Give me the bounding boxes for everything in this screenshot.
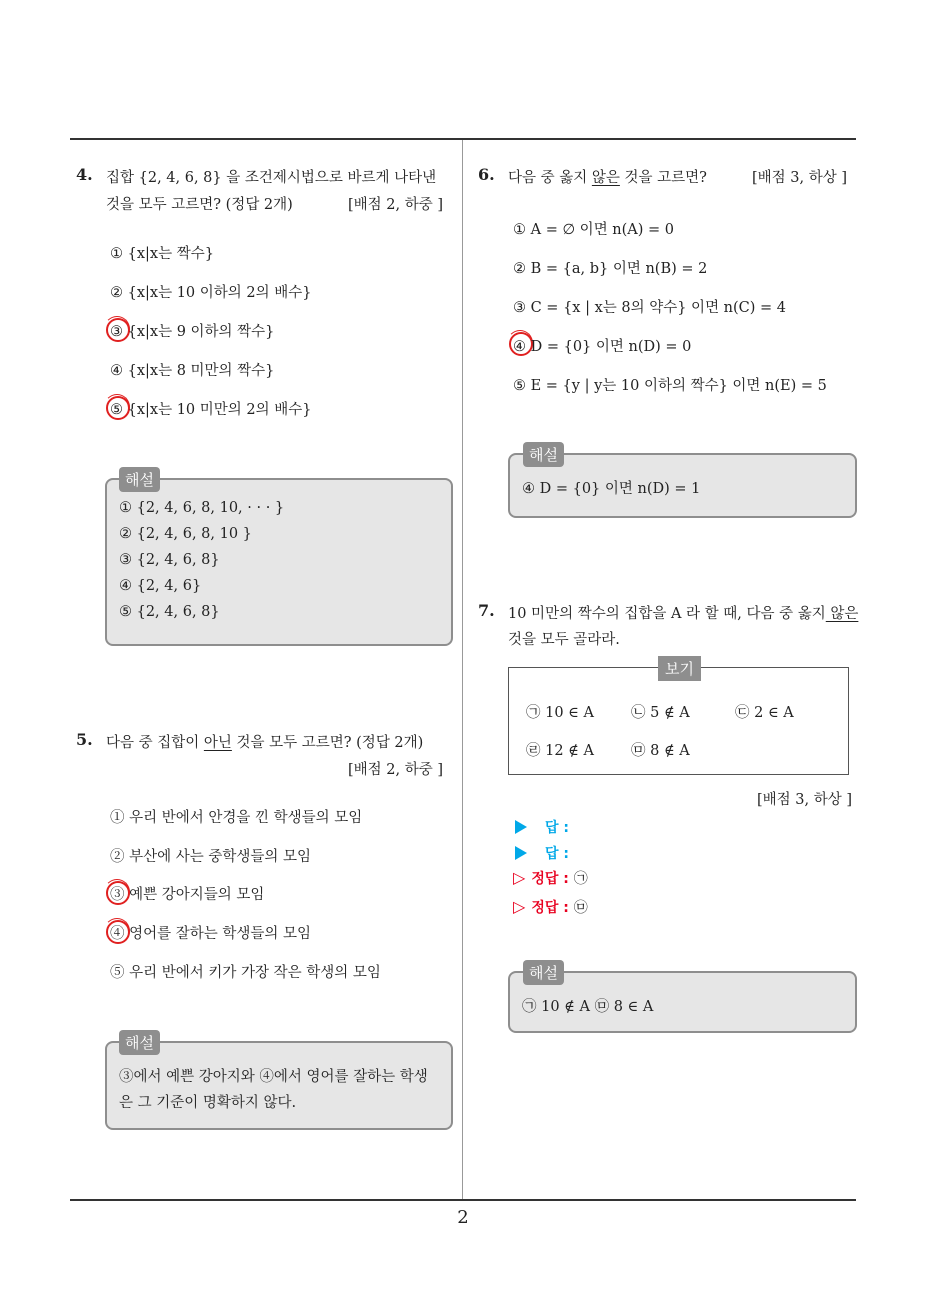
bogi-item: ㉣ 12 ∉ A [526, 743, 594, 759]
choice-4[interactable]: ④ 영어를 잘하는 학생들의 모임 [110, 926, 312, 942]
choice-2[interactable]: ② 부산에 사는 중학생들의 모임 [110, 849, 312, 865]
solution-tag: 해설 [523, 442, 564, 467]
bogi-item: ㉢ 2 ∈ A [735, 705, 794, 721]
solution-line: ⑤ {2, 4, 6, 8} [119, 604, 220, 620]
score-label: [배점 3, 하상 ] [752, 170, 848, 186]
question-number: 6. [478, 165, 495, 184]
answer-label: 답 : [545, 820, 569, 836]
solution-tag: 해설 [119, 467, 160, 492]
page-number: 2 [457, 1207, 469, 1228]
score-label: [배점 2, 하중 ] [348, 762, 444, 778]
answer-label: 답 : [545, 846, 569, 862]
correct-answer-line-2 [513, 897, 588, 917]
question-text-line1: 집합 {2, 4, 6, 8} 을 조건제시법으로 바르게 나타낸 [106, 170, 437, 186]
choice-4[interactable]: ④ D = {0} 이면 n(D) = 0 [513, 339, 692, 355]
bogi-item: ㉡ 5 ∉ A [631, 705, 690, 721]
solution-line: ㉠ 10 ∉ A ㉤ 8 ∈ A [522, 999, 654, 1015]
choice-4[interactable]: ④ {x|x는 8 미만의 짝수} [110, 363, 275, 379]
correct-answer-line-1 [513, 868, 588, 888]
question-text-before: 다음 중 집합이 [106, 735, 204, 751]
bottom-rule [70, 1199, 856, 1201]
solution-line: 은 그 기준이 명확하지 않다. [119, 1095, 297, 1111]
question-text-line2: 것을 모두 골라라. [508, 632, 620, 648]
question-number: 5. [76, 730, 93, 749]
solution-line: ③에서 예쁜 강아지와 ④에서 영어를 잘하는 학생 [119, 1069, 428, 1085]
choice-3[interactable]: ③ {x|x는 9 이하의 짝수} [110, 324, 275, 340]
solution-line: ④ D = {0} 이면 n(D) = 1 [522, 481, 701, 497]
question-text-line1 [508, 602, 858, 623]
score-label: [배점 3, 하상 ] [757, 792, 853, 808]
solution-line: ② {2, 4, 6, 8, 10 } [119, 526, 252, 542]
question-text-line1 [508, 166, 707, 187]
question-number: 4. [76, 165, 93, 184]
choice-2[interactable]: ② B = {a, b} 이면 n(B) = 2 [513, 261, 708, 277]
underlined-word: 않은 [591, 170, 620, 186]
correct-label: 정답 : [531, 871, 569, 887]
solution-line: ① {2, 4, 6, 8, 10, · · · } [119, 500, 285, 516]
question-text-after: 것을 고르면? [619, 170, 707, 186]
choice-5[interactable]: ⑤ {x|x는 10 미만의 2의 배수} [110, 402, 312, 418]
underlined-word: 않은 [825, 606, 859, 622]
choice-3[interactable]: ③ 예쁜 강아지들의 모임 [110, 887, 265, 903]
outline-arrow-icon: ▷ [513, 868, 526, 887]
correct-label: 정답 : [531, 900, 569, 916]
question-text-line2: 것을 모두 고르면? (정답 2개) [106, 197, 293, 213]
question-text-line1 [106, 731, 423, 752]
column-divider [462, 140, 463, 1200]
bogi-item: ㉠ 10 ∈ A [526, 705, 594, 721]
outline-arrow-icon: ▷ [513, 897, 526, 916]
choice-2[interactable]: ② {x|x는 10 이하의 2의 배수} [110, 285, 312, 301]
correct-answer-value: ㉠ [573, 871, 588, 887]
score-label: [배점 2, 하중 ] [348, 197, 444, 213]
question-text-after: 것을 모두 고르면? (정답 2개) [231, 735, 424, 751]
solution-tag: 해설 [119, 1030, 160, 1055]
underlined-word: 아닌 [203, 735, 232, 751]
bogi-tag: 보기 [658, 656, 701, 681]
solution-line: ③ {2, 4, 6, 8} [119, 552, 220, 568]
question-text-before: 10 미만의 짝수의 집합을 A 라 할 때, 다음 중 옳지 [508, 606, 826, 622]
question-number: 7. [478, 601, 495, 620]
choice-1[interactable]: ① {x|x는 짝수} [110, 246, 214, 262]
play-arrow-icon [515, 846, 527, 860]
top-rule [70, 138, 856, 140]
correct-answer-value: ㉤ [573, 900, 588, 916]
choice-1[interactable]: ① A = ∅ 이면 n(A) = 0 [513, 222, 675, 238]
answer-line-2[interactable] [515, 843, 569, 863]
solution-tag: 해설 [523, 960, 564, 985]
choice-1[interactable]: ① 우리 반에서 안경을 낀 학생들의 모임 [110, 810, 363, 826]
question-text-before: 다음 중 옳지 [508, 170, 592, 186]
answer-line-1[interactable] [515, 817, 569, 837]
choice-3[interactable]: ③ C = {x | x는 8의 약수} 이면 n(C) = 4 [513, 300, 787, 316]
choice-5[interactable]: ⑤ E = {y | y는 10 이하의 짝수} 이면 n(E) = 5 [513, 378, 827, 394]
play-arrow-icon [515, 820, 527, 834]
bogi-item: ㉤ 8 ∉ A [631, 743, 690, 759]
solution-line: ④ {2, 4, 6} [119, 578, 202, 594]
choice-5[interactable]: ⑤ 우리 반에서 키가 가장 작은 학생의 모임 [110, 965, 381, 981]
